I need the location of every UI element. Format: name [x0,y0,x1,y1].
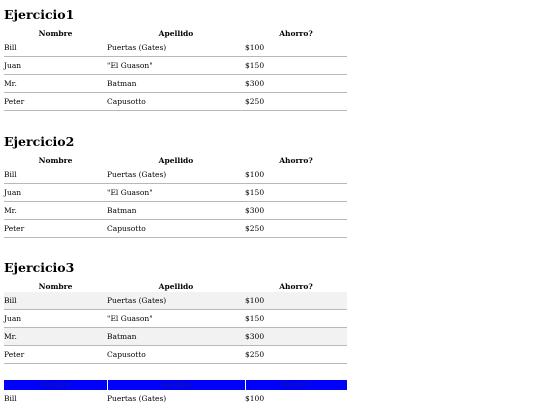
cell-ahorro: $100 [245,292,347,310]
section-ejercicio3 [4,261,347,364]
column-header-ahorro: Ahorro? [279,156,313,165]
cell-apellido: "El Guason" [107,184,245,202]
table-row [4,310,347,328]
table-row [4,390,347,407]
cell-apellido: Batman [107,328,245,346]
cell-nombre: Juan [4,184,107,202]
cell-ahorro: $300 [245,202,347,220]
column-header-nombre: Nombre [4,380,107,390]
cell-nombre: Bill [4,166,107,184]
cell-ahorro: $150 [245,184,347,202]
cell-nombre: Mr. [4,202,107,220]
section-title: Ejercicio3 [4,260,75,275]
column-header-apellido: Apellido [158,156,194,165]
table-header-row [4,155,347,166]
table-row [4,75,347,93]
cell-apellido: "El Guason" [107,310,245,328]
section-title: Ejercicio1 [4,7,75,22]
cell-apellido: Capusotto [107,346,245,364]
column-header-ahorro: Ahorro? [279,29,313,38]
table-row [4,184,347,202]
cell-nombre: Peter [4,346,107,364]
cell-ahorro: $150 [245,310,347,328]
cell-apellido: Puertas (Gates) [107,394,167,403]
column-header-ahorro: Ahorro? [245,380,347,390]
savings-table-blue [4,380,348,407]
cell-ahorro: $150 [245,57,347,75]
column-header-nombre: Nombre [38,156,73,165]
cell-apellido: Puertas (Gates) [107,39,245,57]
cell-ahorro: $300 [245,328,347,346]
table-header-row [4,380,347,390]
table-row [4,39,347,57]
cell-apellido: Puertas (Gates) [107,166,245,184]
cell-ahorro: $100 [245,166,347,184]
table-header-row [4,28,347,39]
savings-table [4,28,347,111]
cell-nombre: Juan [4,57,107,75]
table-row [4,166,347,184]
cell-ahorro: $250 [245,93,347,111]
column-header-apellido: Apellido [107,380,245,390]
section-ejercicio2 [4,135,347,238]
cell-apellido: Batman [107,202,245,220]
cell-ahorro: $100 [245,39,347,57]
cell-ahorro: $250 [245,346,347,364]
cell-nombre: Mr. [4,75,107,93]
column-header-ahorro: Ahorro? [279,282,313,291]
column-header-apellido: Apellido [158,29,194,38]
cell-apellido: Capusotto [107,220,245,238]
table-header-row [4,281,347,292]
table-row [4,328,347,346]
cell-nombre: Peter [4,220,107,238]
cell-nombre: Peter [4,93,107,111]
table-row [4,220,347,238]
cell-ahorro: $250 [245,220,347,238]
cell-nombre: Juan [4,310,107,328]
cell-apellido: Batman [107,75,245,93]
cell-nombre: Bill [4,39,107,57]
cell-nombre: Mr. [4,328,107,346]
section-title: Ejercicio2 [4,134,75,149]
cell-ahorro: $300 [245,75,347,93]
table-row [4,202,347,220]
section-blue-header-table [4,380,347,407]
savings-table-striped [4,281,347,364]
column-header-apellido: Apellido [158,282,194,291]
cell-nombre: Bill [4,394,17,403]
cell-ahorro: $100 [245,394,265,403]
column-header-nombre: Nombre [38,29,73,38]
table-row [4,57,347,75]
cell-apellido: Puertas (Gates) [107,292,245,310]
cell-apellido: Capusotto [107,93,245,111]
table-row [4,292,347,310]
savings-table [4,155,347,238]
table-row [4,346,347,364]
section-ejercicio1 [4,8,347,111]
cell-apellido: "El Guason" [107,57,245,75]
cell-nombre: Bill [4,292,107,310]
column-header-nombre: Nombre [38,282,73,291]
table-row [4,93,347,111]
